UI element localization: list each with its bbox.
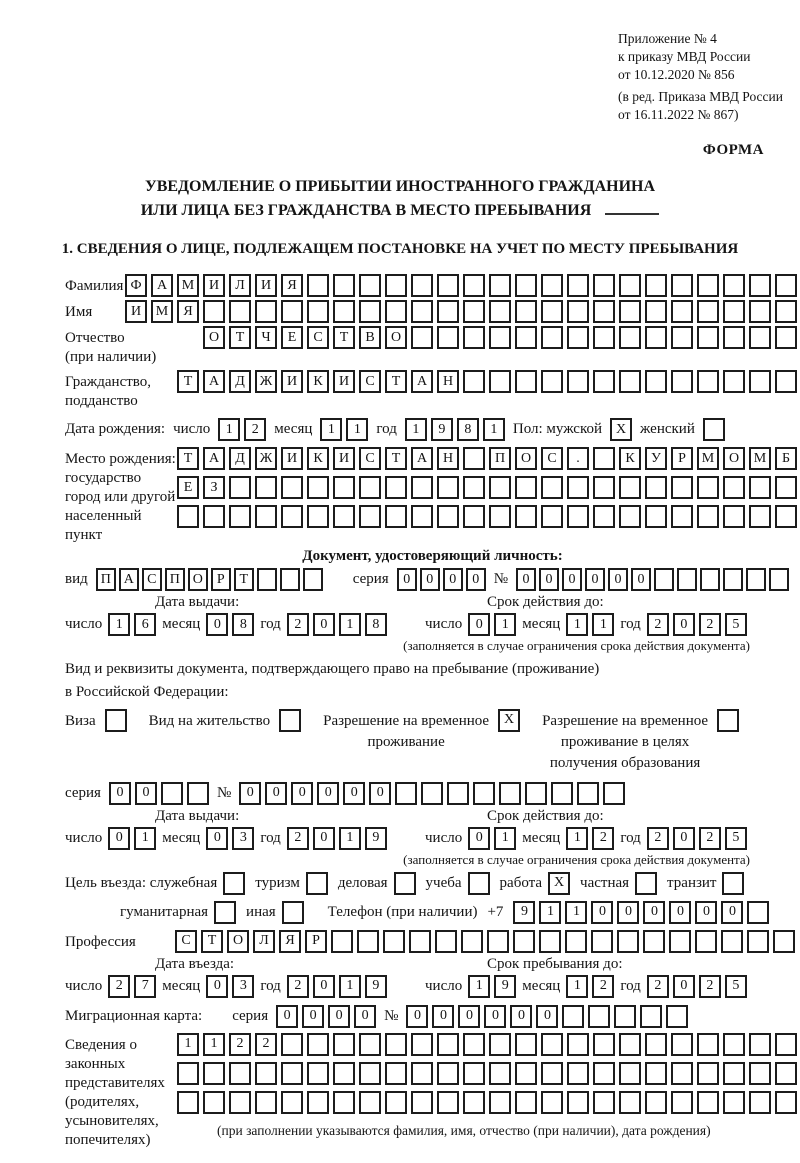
birth-place-line1[interactable]: Т А Д Ж И К И С Т А Н П О С . К У Р М О М Б [177,447,797,470]
legal-reps-line2[interactable] [177,1062,797,1085]
birth-place-label: Место рождения: государство город или другой населенный пункт [65,451,176,544]
form-title [0,175,800,223]
appendix-lines: Приложение № 4 к приказу МВД России от 10.12.2020 № 856 [618,31,751,82]
purpose-private-checkbox[interactable] [635,872,657,895]
phone-input[interactable]: 9 1 1 0 0 0 0 0 0 [513,901,769,924]
entry-date-line [65,975,425,998]
identity-doc-dates [65,594,800,636]
sex-male-checkbox[interactable]: X [610,418,632,441]
purpose-work-label: работа [499,874,543,891]
profession-input[interactable]: С Т О Л Я Р [175,930,795,953]
residence-issue-month[interactable]: 0 3 [206,827,254,850]
profession-label: Профессия [65,933,136,950]
residence-issue-line [65,827,425,850]
given-name-label: Имя [65,304,93,321]
residence-valid-year[interactable]: 2 0 2 5 [647,827,747,850]
doc-series-label: серия [352,571,389,588]
year-label: год [260,829,281,846]
stay-until-col [425,956,747,998]
purpose-study-checkbox[interactable] [468,872,490,895]
patronymic-row [65,326,800,367]
purpose-official-checkbox[interactable] [223,872,245,895]
purpose-other [246,901,304,924]
purpose-transit-checkbox[interactable] [722,872,744,895]
identity-issue-day[interactable]: 1 6 [108,613,156,636]
stay-month-input[interactable]: 1 2 [566,975,614,998]
day-label: число [425,977,463,994]
purpose-official-label: Цель въезда: служебная [65,874,218,891]
residence-permit-checkbox[interactable] [279,709,301,732]
month-label: месяц [522,977,561,994]
amendment-lines: (в ред. Приказа МВД России от 16.11.2022 № 867) [618,89,783,123]
day-label: число [65,829,103,846]
purpose-business-label: деловая [337,874,388,891]
purpose-humanitarian-label: гуманитарная [120,903,209,920]
temporary-residence-label: Разрешение на временное проживание [323,712,490,750]
entry-year-input[interactable]: 2 0 1 9 [287,975,387,998]
month-label: месяц [162,829,201,846]
citizenship-row [65,370,800,411]
entry-date-col [65,956,425,998]
birth-day-input[interactable]: 1 2 [218,418,266,441]
doc-number-input[interactable]: 0 0 0 0 0 0 [516,568,789,591]
stay-until-line [425,975,747,998]
migration-number-input[interactable]: 0 0 0 0 0 0 [406,1005,688,1028]
month-label: месяц [274,421,313,438]
identity-doc-heading: Документ, удостоверяющий личность: [302,548,563,565]
residence-valid-heading: Срок действия до: [487,807,604,824]
residence-series-input[interactable]: 0 0 [109,782,209,805]
residence-doc-dates [65,808,800,850]
residence-series-label: серия [65,784,101,801]
day-label: число [65,977,103,994]
residence-doc-options [65,709,800,774]
option-residence-permit [149,709,301,732]
year-label: год [260,616,281,633]
residence-doc-series-row [65,782,800,805]
option-temporary-residence [323,709,520,753]
doc-type-label: вид [65,571,88,588]
birth-place-inputs [177,447,797,528]
month-label: месяц [522,829,561,846]
identity-issue-month[interactable]: 0 8 [206,613,254,636]
year-label: год [620,616,641,633]
migration-card-label: Миграционная карта: [65,1007,203,1024]
residence-number-label: № [216,784,232,801]
identity-issue-heading: Дата выдачи: [155,594,240,611]
identity-valid-heading: Срок действия до: [487,594,604,611]
entry-date-heading: Дата въезда: [155,955,235,972]
month-label: месяц [162,616,201,633]
day-label: число [173,421,211,438]
temporary-residence-checkbox[interactable]: X [498,709,520,732]
doc-type-input[interactable]: П А С П О Р Т [96,568,323,591]
day-label: число [425,829,463,846]
form-title-line2-text: ИЛИ ЛИЦА БЕЗ ГРАЖДАНСТВА В МЕСТО ПРЕБЫВАНИЯ [140,202,592,220]
citizenship-label: Гражданство, подданство [65,374,152,410]
migration-number-label: № [384,1007,399,1024]
identity-valid-day[interactable]: 0 1 [468,613,516,636]
day-label: число [425,616,463,633]
purpose-tourism [255,872,328,895]
residence-doc-footnote: (заполняется в случае ограничения срока действия документа) [403,851,750,867]
residence-number-input[interactable]: 0 0 0 0 0 0 [239,782,625,805]
purpose-transit-label: транзит [667,874,717,891]
purpose-humanitarian-checkbox[interactable] [214,901,236,924]
form-label: ФОРМА [702,142,764,159]
visa-label: Виза [65,712,96,729]
year-label: год [376,421,397,438]
migration-card-row [65,1005,800,1028]
residence-valid-day[interactable]: 0 1 [468,827,516,850]
option-temporary-residence-education [542,709,739,774]
migration-series-input[interactable]: 0 0 0 0 [276,1005,376,1028]
appendix-block [618,30,800,124]
purpose-private-label: частная [580,874,630,891]
migration-series-label: серия [232,1007,269,1024]
day-label: число [65,616,103,633]
purpose-business [338,872,416,895]
profession-row [65,930,800,953]
legal-reps-line1[interactable]: 1 1 2 2 [177,1033,797,1056]
identity-valid-month[interactable]: 1 1 [566,613,614,636]
purpose-private [580,872,657,895]
sex-male-label: Пол: мужской [512,421,603,438]
section1-body [0,258,800,1150]
doc-series-input[interactable]: 0 0 0 0 [397,568,486,591]
surname-input[interactable]: Ф А М И Л И Я [125,274,797,297]
section1-heading: 1. СВЕДЕНИЯ О ЛИЦЕ, ПОДЛЕЖАЩЕМ ПОСТАНОВКЕ НА УЧЕТ ПО МЕСТУ ПРЕБЫВАНИЯ [61,241,739,258]
purpose-study [426,872,490,895]
purpose-official [65,872,245,895]
purpose-study-label: учеба [425,874,462,891]
patronymic-input[interactable]: О Т Ч Е С Т В О [203,326,797,349]
month-label: месяц [162,977,201,994]
entry-month-input[interactable]: 0 3 [206,975,254,998]
purpose-work [500,872,571,895]
identity-issue-col [65,594,425,636]
stay-year-input[interactable]: 2 0 2 5 [647,975,747,998]
identity-valid-col [425,594,747,636]
year-label: год [620,977,641,994]
stay-until-heading: Срок пребывания до: [487,955,623,972]
residence-issue-day[interactable]: 0 1 [108,827,156,850]
residence-issue-year[interactable]: 2 0 1 9 [287,827,387,850]
patronymic-label: Отчество (при наличии) [65,330,157,366]
year-label: год [620,829,641,846]
birth-year-input[interactable]: 1 9 8 1 [405,418,505,441]
entry-day-input[interactable]: 2 7 [108,975,156,998]
visit-purpose-row2 [65,901,800,924]
legal-reps-footnote: (при заполнении указываются фамилия, имя, отчество (при наличии), дата рождения) [217,1122,711,1138]
purpose-other-label: иная [246,903,276,920]
purpose-humanitarian [120,901,236,924]
birth-place-line3[interactable] [177,505,797,528]
identity-doc-row [65,568,800,591]
year-label: год [260,977,281,994]
purpose-business-checkbox[interactable] [394,872,416,895]
purpose-tourism-checkbox[interactable] [306,872,328,895]
purpose-other-checkbox[interactable] [282,901,304,924]
residence-valid-line [425,827,747,850]
visit-purpose-row1 [65,872,800,895]
surname-label: Фамилия [65,278,124,295]
phone-prefix: +7 [487,903,504,920]
option-visa [65,709,127,732]
identity-issue-line [65,613,425,636]
doc-number-label: № [493,571,508,588]
legal-reps-line3[interactable] [177,1091,797,1114]
sex-female-label: женский [640,421,695,438]
residence-issue-heading: Дата выдачи: [155,807,240,824]
birth-month-input[interactable]: 1 1 [320,418,368,441]
residence-permit-label: Вид на жительство [148,712,271,729]
month-label: месяц [522,616,561,633]
temporary-residence-education-label: Разрешение на временное проживание в целях получения образования [542,712,709,771]
given-name-row [65,300,800,323]
form-title-line1: УВЕДОМЛЕНИЕ О ПРИБЫТИИ ИНОСТРАННОГО ГРАЖДАНИНА [144,178,656,196]
entry-dates [65,956,800,998]
stay-day-input[interactable]: 1 9 [468,975,516,998]
residence-issue-col [65,808,425,850]
identity-valid-line [425,613,747,636]
identity-valid-year[interactable]: 2 0 2 5 [647,613,747,636]
purpose-work-checkbox[interactable]: X [548,872,570,895]
purpose-transit [667,872,744,895]
identity-issue-year[interactable]: 2 0 1 8 [287,613,387,636]
birth-date-row [65,418,800,441]
residence-valid-month[interactable]: 1 2 [566,827,614,850]
given-name-input[interactable]: И М Я [125,300,797,323]
temporary-residence-education-checkbox[interactable] [717,709,739,732]
citizenship-input[interactable]: Т А Д Ж И К И С Т А Н [177,370,797,393]
birth-date-label: Дата рождения: [65,421,166,438]
purpose-tourism-label: туризм [255,874,300,891]
residence-valid-col [425,808,747,850]
legal-reps-row [65,1033,800,1150]
identity-doc-footnote: (заполняется в случае ограничения срока действия документа) [403,638,750,654]
visa-checkbox[interactable] [105,709,127,732]
sex-female-checkbox[interactable] [703,418,725,441]
phone-label: Телефон (при наличии) [327,903,478,920]
legal-reps-inputs [177,1033,797,1139]
birth-place-line2[interactable]: Е З [177,476,797,499]
legal-reps-label: Сведения о законных представителях (родителях, усыновителях, попечителях) [65,1036,165,1148]
residence-doc-intro: Вид и реквизиты документа, подтверждающего право на пребывание (проживание) в Российской Федерации: [65,661,600,701]
birth-place-row [65,447,800,545]
surname-row [65,274,800,297]
title-blank-line[interactable] [605,201,659,215]
form-title-line2 [0,199,800,223]
